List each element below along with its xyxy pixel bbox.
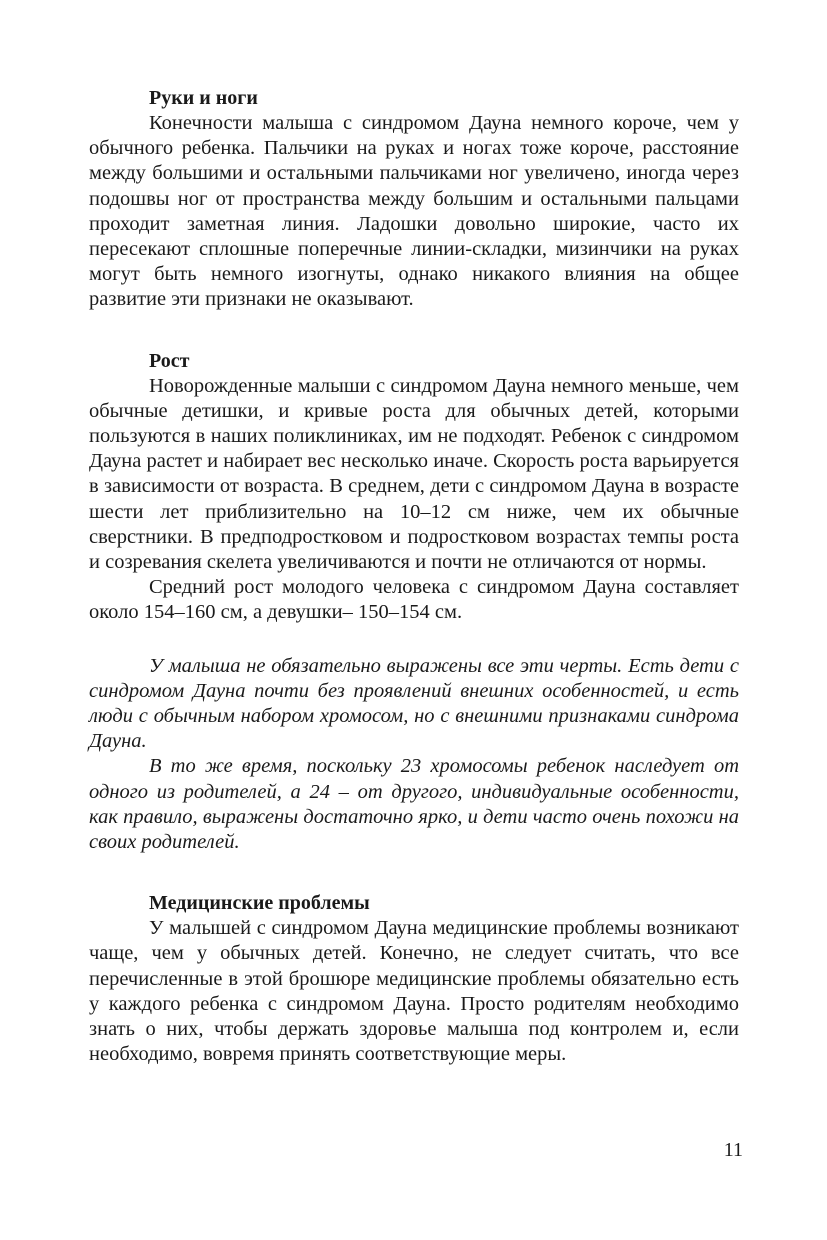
paragraph-growth-1: Новорожденные малыши с синдромом Дауна немного меньше, чем обычные детишки, и кривые роста для обычных детей, которыми пользуются в наших поликлиниках, им не подходят. Ребенок с синдромом Дауна растет и набирает вес несколько иначе. Скорость роста варьируется в зависимости от возраста. В среднем, дети с синдромом Дауна в возрасте шести лет приблизительно на 10–12 см ниже, чем их обычные сверстники. В предподростковом и подростковом возрастах темпы роста и созревания скелета увеличиваются и почти не отличаются от нормы. bbox=[89, 374, 739, 574]
section-spacer bbox=[89, 313, 739, 349]
section-heading-limbs: Руки и ноги bbox=[149, 87, 258, 109]
paragraph-medical: У малышей с синдромом Дауна медицинские проблемы возникают чаще, чем у обычных детей. Конечно, не следует считать, что все перечисленные в этой брошюре медицинские проблемы обязательно есть у каждого ребенка с синдромом Дауна. Просто родителям необходимо знать о них, чтобы держать здоровье малыша под контролем и, если необходимо, вовремя принять соответствующие меры. bbox=[89, 917, 739, 1066]
italic-note-1: У малыша не обязательно выражены все эти черты. Есть дети с синдромом Дауна почти без проявлений внешних особенностей, и есть люди с обычным набором хромосом, но с внешними признаками синдрома Дауна. bbox=[89, 654, 739, 753]
section-spacer bbox=[89, 626, 739, 654]
paragraph-limbs: Конечности малыша с синдромом Дауна немного короче, чем у обычного ребенка. Пальчики на руках и ногах тоже короче, расстояние между большими и остальными пальчиками ног увеличено, иногда через подошвы ног от пространства между большим и остальными пальцами проходит заметная линия. Ладошки довольно широкие, часто их пересекают сплошные поперечные линии-складки, мизинчики на руках могут быть немного изогнуты, однако никакого влияния на общее развитие эти признаки не оказывают. bbox=[89, 112, 739, 311]
italic-note-2: В то же время, поскольку 23 хромосомы ребенок наследует от одного из родителей, а 24 – от другого, индивидуальные особенности, как правило, выражены достаточно ярко, и дети часто очень похожи на своих родителей. bbox=[89, 755, 739, 854]
paragraph-growth-2: Средний рост молодого человека с синдромом Дауна составляет около 154–160 см, а девушки– 150–154 см. bbox=[89, 576, 739, 624]
page-number: 11 bbox=[723, 1139, 743, 1161]
section-heading-medical: Медицинские проблемы bbox=[149, 892, 370, 915]
section-heading-growth: Рост bbox=[149, 349, 190, 372]
section-spacer bbox=[89, 855, 739, 891]
document-page bbox=[89, 86, 739, 1068]
